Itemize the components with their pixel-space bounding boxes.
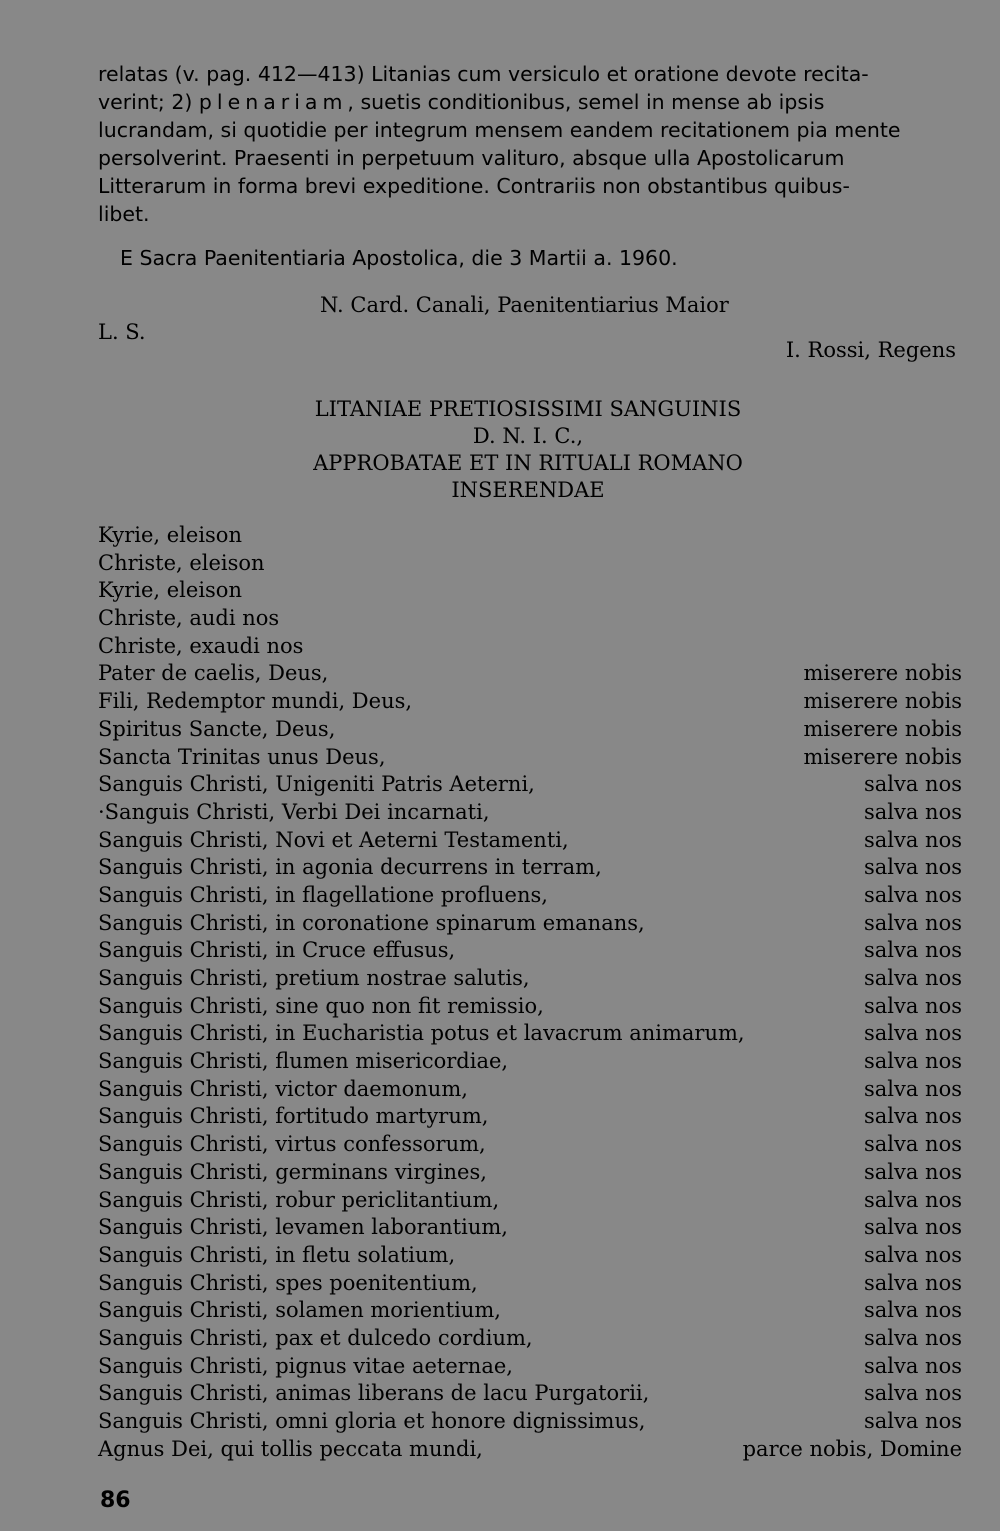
- litany-row: [98, 716, 962, 744]
- response-text: salva nos: [863, 1353, 962, 1378]
- litany-row: [98, 882, 962, 910]
- litany-row: [98, 1131, 962, 1159]
- response-text: salva nos: [863, 1409, 962, 1433]
- paragraph-text: , suetis conditionibus, semel in mense ab ipsis: [347, 90, 825, 114]
- invocation-text: Fili, Redemptor mundi, Deus,: [98, 689, 413, 714]
- invocation-text: Sanguis Christi, fortitudo martyrum,: [98, 1104, 489, 1129]
- invocation-text: Pater de caelis, Deus,: [98, 661, 329, 686]
- invocation-text: Sanguis Christi, spes poenitentium,: [98, 1270, 478, 1295]
- litany-row: [98, 910, 962, 938]
- invocation-text: Sanguis Christi, pretium nostrae salutis,: [98, 966, 530, 990]
- decree-paragraph: [98, 60, 956, 228]
- litany-row: [98, 937, 962, 965]
- litany-row: [98, 1270, 962, 1298]
- invocation-text: Sanguis Christi, solamen morientium,: [98, 1298, 501, 1323]
- response-text: salva nos: [863, 827, 962, 852]
- invocation-text: Kyrie, eleison: [98, 578, 242, 603]
- paragraph-line: relatas (v. pag. 412—413) Litanias cum versiculo et oratione devote recita-: [98, 62, 869, 86]
- response-text: salva nos: [863, 1325, 962, 1350]
- paragraph-line: Litterarum in forma brevi expeditione. Contrariis non obstantibus quibus-: [98, 174, 850, 198]
- invocation-text: Sanguis Christi, animas liberans de lacu Purgatorii,: [98, 1381, 650, 1406]
- response-text: miserere nobis: [803, 744, 962, 769]
- invocation-text: ·Sanguis Christi, Verbi Dei incarnati,: [98, 799, 490, 824]
- litany-row: [98, 1187, 962, 1215]
- litany-row: [98, 1159, 962, 1187]
- response-text: salva nos: [863, 910, 962, 935]
- regens-signature: I. Rossi, Regens: [785, 338, 956, 362]
- invocation-text: Sanguis Christi, Novi et Aeterni Testamenti,: [98, 827, 569, 852]
- response-text: salva nos: [863, 993, 962, 1018]
- litany-row: [98, 1380, 962, 1408]
- response-text: parce nobis, Domine: [742, 1436, 962, 1461]
- response-text: salva nos: [863, 1159, 962, 1184]
- invocation-text: Spiritus Sancte, Deus,: [98, 716, 336, 741]
- litany-row: [98, 522, 962, 550]
- litany-row: [98, 1214, 962, 1242]
- invocation-text: Sanguis Christi, robur periclitantium,: [98, 1187, 500, 1212]
- invocation-text: Sanguis Christi, victor daemonum,: [98, 1076, 468, 1101]
- litany-list: [98, 522, 962, 1463]
- invocation-text: Agnus Dei, qui tollis peccata mundi,: [98, 1436, 483, 1461]
- invocation-text: Christe, exaudi nos: [98, 633, 304, 658]
- response-text: salva nos: [863, 1104, 962, 1129]
- invocation-text: Sanguis Christi, Unigeniti Patris Aeterni,: [98, 772, 535, 797]
- paragraph-line: [98, 88, 956, 116]
- invocation-text: Sanguis Christi, pignus vitae aeternae,: [98, 1353, 513, 1378]
- spaced-word: plenariam: [198, 90, 348, 114]
- litany-row: [98, 633, 962, 661]
- litany-row: [98, 771, 962, 799]
- paragraph-line: lucrandam, si quotidie per integrum mensem eandem recitationem pia mente: [98, 118, 901, 142]
- litany-row: [98, 1408, 962, 1436]
- litany-row: [98, 1436, 962, 1464]
- response-text: salva nos: [863, 1381, 962, 1406]
- litany-row: [98, 993, 962, 1021]
- page-number: 86: [100, 1488, 131, 1513]
- title-line: LITANIAE PRETIOSISSIMI SANGUINIS: [314, 397, 742, 421]
- litany-row: [98, 1103, 962, 1131]
- litany-row: [98, 1076, 962, 1104]
- title-line: APPROBATAE ET IN RITUALI ROMANO: [313, 451, 743, 475]
- invocation-text: Sanguis Christi, in flagellatione profluens,: [98, 882, 548, 907]
- invocation-text: Kyrie, eleison: [98, 523, 242, 547]
- litany-row: [98, 965, 962, 993]
- invocation-text: Sanguis Christi, virtus confessorum,: [98, 1132, 486, 1157]
- litany-row: [98, 1297, 962, 1325]
- litany-row: [98, 799, 962, 827]
- title-line: D. N. I. C.,: [472, 424, 584, 448]
- invocation-text: Sanguis Christi, in agonia decurrens in terram,: [98, 855, 602, 880]
- invocation-text: Sanguis Christi, flumen misericordiae,: [98, 1049, 509, 1074]
- litany-title: [200, 396, 856, 504]
- invocation-text: Sanguis Christi, in Cruce effusus,: [98, 938, 456, 963]
- invocation-text: Sanguis Christi, pax et dulcedo cordium,: [98, 1325, 533, 1350]
- response-text: salva nos: [863, 1049, 962, 1074]
- response-text: salva nos: [863, 855, 962, 880]
- invocation-text: Sanguis Christi, sine quo non fit remissio,: [98, 993, 544, 1018]
- locus-sigilli: L. S.: [98, 320, 146, 344]
- response-text: salva nos: [863, 772, 962, 797]
- invocation-text: Sanguis Christi, germinans virgines,: [98, 1159, 487, 1184]
- litany-row: [98, 1325, 962, 1353]
- response-text: salva nos: [863, 1132, 962, 1157]
- litany-row: [98, 577, 962, 605]
- response-text: salva nos: [863, 938, 962, 963]
- response-text: salva nos: [863, 799, 962, 824]
- response-text: salva nos: [863, 1021, 962, 1046]
- response-text: salva nos: [863, 1187, 962, 1212]
- response-text: salva nos: [863, 966, 962, 990]
- response-text: salva nos: [863, 1076, 962, 1101]
- dated-line: E Sacra Paenitentiaria Apostolica, die 3 Martii a. 1960.: [120, 246, 678, 270]
- litany-row: [98, 744, 962, 772]
- litany-row: [98, 827, 962, 855]
- response-text: salva nos: [863, 1298, 962, 1323]
- response-text: miserere nobis: [803, 716, 962, 741]
- response-text: salva nos: [863, 1242, 962, 1267]
- invocation-text: Sanguis Christi, in coronatione spinarum emanans,: [98, 910, 645, 935]
- invocation-text: Sanguis Christi, in fletu solatium,: [98, 1242, 456, 1267]
- litany-row: [98, 660, 962, 688]
- invocation-text: Sanguis Christi, omni gloria et honore dignissimus,: [98, 1409, 646, 1433]
- litany-row: [98, 550, 962, 578]
- litany-row: [98, 688, 962, 716]
- response-text: miserere nobis: [803, 661, 962, 686]
- title-line: INSERENDAE: [451, 478, 605, 502]
- litany-row: [98, 1353, 962, 1381]
- invocation-text: Christe, audi nos: [98, 606, 280, 631]
- litany-row: [98, 854, 962, 882]
- cardinal-signature: N. Card. Canali, Paenitentiarius Maior: [320, 293, 729, 317]
- litany-row: [98, 1242, 962, 1270]
- litany-row: [98, 605, 962, 633]
- invocation-text: Christe, eleison: [98, 550, 265, 575]
- response-text: salva nos: [863, 1215, 962, 1240]
- litany-row: [98, 1020, 962, 1048]
- invocation-text: Sanguis Christi, levamen laborantium,: [98, 1215, 508, 1240]
- paragraph-text: verint; 2): [98, 90, 199, 114]
- response-text: miserere nobis: [803, 689, 962, 714]
- paragraph-line: libet.: [98, 202, 150, 226]
- invocation-text: Sancta Trinitas unus Deus,: [98, 744, 386, 769]
- paragraph-line: persolverint. Praesenti in perpetuum valituro, absque ulla Apostolicarum: [98, 146, 845, 170]
- litany-row: [98, 1048, 962, 1076]
- response-text: salva nos: [863, 1270, 962, 1295]
- invocation-text: Sanguis Christi, in Eucharistia potus et lavacrum animarum,: [98, 1021, 745, 1046]
- response-text: salva nos: [863, 882, 962, 907]
